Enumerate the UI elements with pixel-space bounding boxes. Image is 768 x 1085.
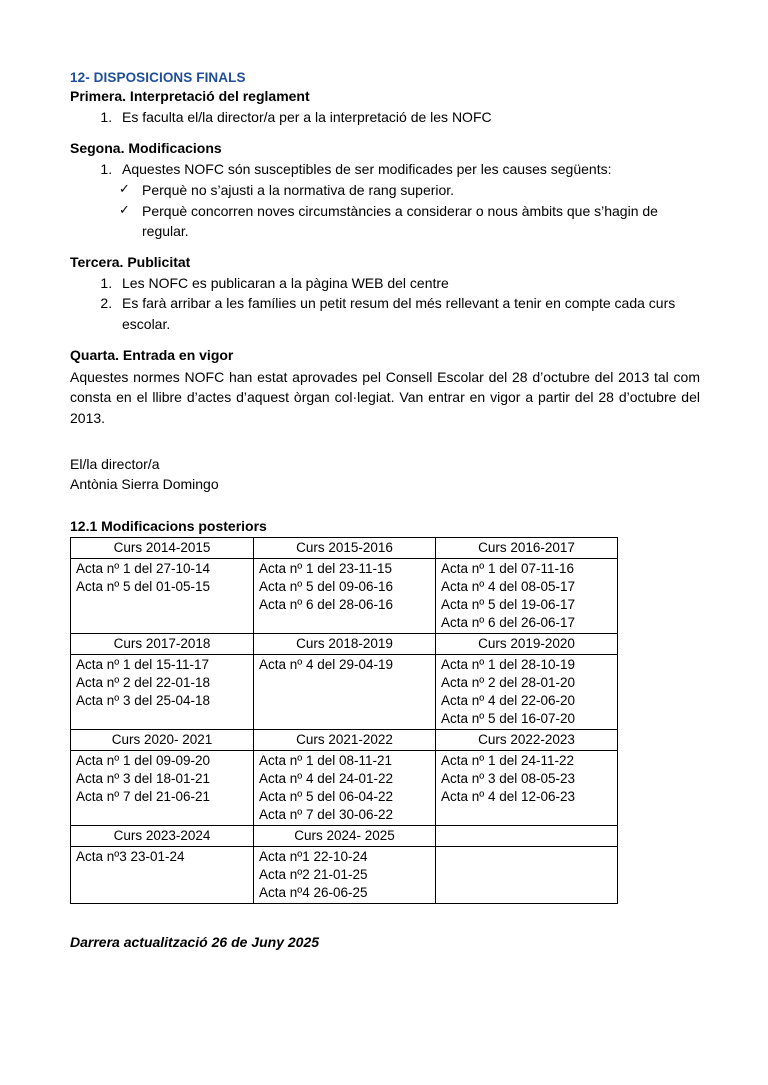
signature-block: [70, 454, 700, 495]
cell-line-blank: [76, 614, 248, 632]
provision-list-tercera: [70, 273, 700, 334]
cell-line: Acta nº 5 del 09-06-16: [259, 579, 394, 595]
cell-line-blank: [76, 866, 248, 884]
cell-line: Acta nº 6 del 28-06-16: [259, 597, 394, 613]
table-row: [71, 655, 618, 730]
provision-heading-quarta: Quarta. Entrada en vigor: [70, 347, 234, 364]
table-header-row: [71, 729, 618, 750]
cell-line: Acta nº3 23-01-24: [76, 848, 185, 864]
last-update-note: Darrera actualització 26 de Juny 2025: [70, 933, 320, 950]
cell-line: Acta nº 4 del 29-04-19: [259, 657, 394, 673]
column-header: Curs 2018-2019: [254, 634, 436, 655]
cell-line-blank: [259, 710, 430, 728]
cell-line: Acta nº 5 del 19-06-17: [441, 597, 576, 613]
cell-line-blank: [76, 596, 248, 614]
cell-line: Acta nº 1 del 15-11-17: [76, 657, 210, 673]
cell-line: Acta nº 4 del 08-05-17: [441, 579, 576, 595]
column-header: Curs 2022-2023: [436, 729, 618, 750]
cell-line: Acta nº 1 del 28-10-19: [441, 657, 576, 673]
page-title: 12- DISPOSICIONS FINALS: [70, 70, 246, 85]
table-cell: [436, 655, 618, 730]
cell-line: Acta nº 3 del 08-05-23: [441, 770, 576, 786]
provision-heading-primera: Primera. Interpretació del reglament: [70, 88, 310, 104]
cell-line: Acta nº 5 del 01-05-15: [76, 579, 211, 595]
cell-line-blank: [259, 692, 430, 710]
cell-line-blank: [259, 614, 430, 632]
cell-line: Acta nº 2 del 28-01-20: [441, 675, 576, 691]
cell-line-blank: [76, 710, 248, 728]
table-cell: [436, 750, 618, 825]
column-header: Curs 2015-2016: [254, 538, 436, 559]
cell-line: Acta nº 7 del 21-06-21: [76, 788, 211, 804]
column-header: Curs 2014-2015: [71, 538, 254, 559]
list-item: [119, 201, 700, 242]
check-icon: ✓: [119, 181, 130, 197]
provision-heading-segona: Segona. Modificacions: [70, 140, 222, 157]
cell-line: Acta nº 1 del 23-11-15: [259, 561, 393, 577]
cell-line: Acta nº2 21-01-25: [259, 866, 368, 882]
table-header-row: [71, 825, 618, 846]
provision-list-primera: [70, 107, 700, 127]
column-header: Curs 2016-2017: [436, 538, 618, 559]
table-cell: [436, 559, 618, 634]
cell-line-blank: [76, 806, 248, 824]
table-row: [71, 559, 618, 634]
column-header: [436, 825, 618, 846]
table-cell: [254, 846, 436, 903]
table-header-row: [71, 538, 618, 559]
cell-line: Acta nº 5 del 16-07-20: [441, 711, 576, 726]
column-header: Curs 2023-2024: [71, 825, 254, 846]
cell-line-blank: [259, 674, 430, 692]
cell-line: Acta nº 4 del 12-06-23: [441, 788, 576, 804]
column-header: Curs 2024- 2025: [254, 825, 436, 846]
provision-heading-tercera: Tercera. Publicitat: [70, 254, 191, 271]
check-icon: ✓: [119, 201, 130, 217]
cell-line: Acta nº 1 del 07-11-16: [441, 561, 575, 577]
cell-line: Acta nº 4 del 22-06-20: [441, 693, 576, 709]
table-cell: [254, 655, 436, 730]
list-item: 1. Aquestes NOFC són susceptibles de ser modificades per les causes següents:: [116, 159, 700, 179]
cell-line: Acta nº1 22-10-24: [259, 848, 368, 864]
cell-line-blank: [441, 806, 612, 824]
cell-line: Acta nº 5 del 06-04-22: [259, 788, 394, 804]
table-cell: [254, 559, 436, 634]
cell-line: Acta nº 7 del 30-06-22: [259, 806, 394, 822]
table-header-row: [71, 634, 618, 655]
provision-list-segona: [70, 159, 700, 179]
provision-checklist-segona: [70, 180, 700, 241]
column-header: Curs 2020- 2021: [71, 729, 254, 750]
signature-name: Antònia Sierra Domingo: [70, 476, 219, 493]
modifications-table: [70, 537, 618, 903]
cell-line: Acta nº 1 del 09-09-20: [76, 752, 211, 768]
table-cell: [71, 655, 254, 730]
cell-line: Acta nº 3 del 25-04-18: [76, 693, 211, 709]
column-header: Curs 2021-2022: [254, 729, 436, 750]
subsection-title-modificacions: 12.1 Modificacions posteriors: [70, 518, 267, 535]
table-cell: [71, 846, 254, 903]
cell-line: Acta nº 1 del 08-11-21: [259, 752, 393, 768]
cell-line: Acta nº4 26-06-25: [259, 884, 368, 900]
list-item: 2. Es farà arribar a les famílies un petit resum del més rellevant a tenir en compte cada curs escolar.: [116, 293, 700, 334]
signature-role: El/la director/a: [70, 455, 160, 472]
table-cell: [436, 846, 618, 903]
table-cell: [71, 559, 254, 634]
cell-line: Acta nº 6 del 26-06-17: [441, 615, 576, 631]
table-row: [71, 750, 618, 825]
list-item: [119, 180, 700, 200]
list-item-label: Perquè no s’ajusti a la normativa de rang superior.: [142, 182, 455, 199]
list-item: 1. Les NOFC es publicaran a la pàgina WEB del centre: [116, 273, 700, 293]
cell-line: Acta nº 4 del 24-01-22: [259, 770, 394, 786]
cell-line: Acta nº 1 del 27-10-14: [76, 561, 211, 577]
table-row: [71, 846, 618, 903]
table-cell: [254, 750, 436, 825]
column-header: Curs 2019-2020: [436, 634, 618, 655]
list-item-label: Perquè concorren noves circumstàncies a considerar o nous àmbits que s’hagin de regular.: [142, 202, 658, 239]
provision-body-quarta: Aquestes normes NOFC han estat aprovades pel Consell Escolar del 28 d’octubre del 2013 tal com consta en el llibre d’actes d’aquest òrgan col·legiat. Van entrar en vigor a partir del 28 d’octubre del 2013.: [70, 368, 700, 426]
cell-line: Acta nº 3 del 18-01-21: [76, 770, 211, 786]
cell-line: Acta nº 2 del 22-01-18: [76, 675, 211, 691]
column-header: Curs 2017-2018: [71, 634, 254, 655]
cell-line-blank: [76, 884, 248, 902]
list-item: 1. Es faculta el/la director/a per a la interpretació de les NOFC: [116, 107, 700, 127]
table-cell: [71, 750, 254, 825]
table-body: [71, 538, 618, 903]
cell-line: Acta nº 1 del 24-11-22: [441, 752, 575, 768]
